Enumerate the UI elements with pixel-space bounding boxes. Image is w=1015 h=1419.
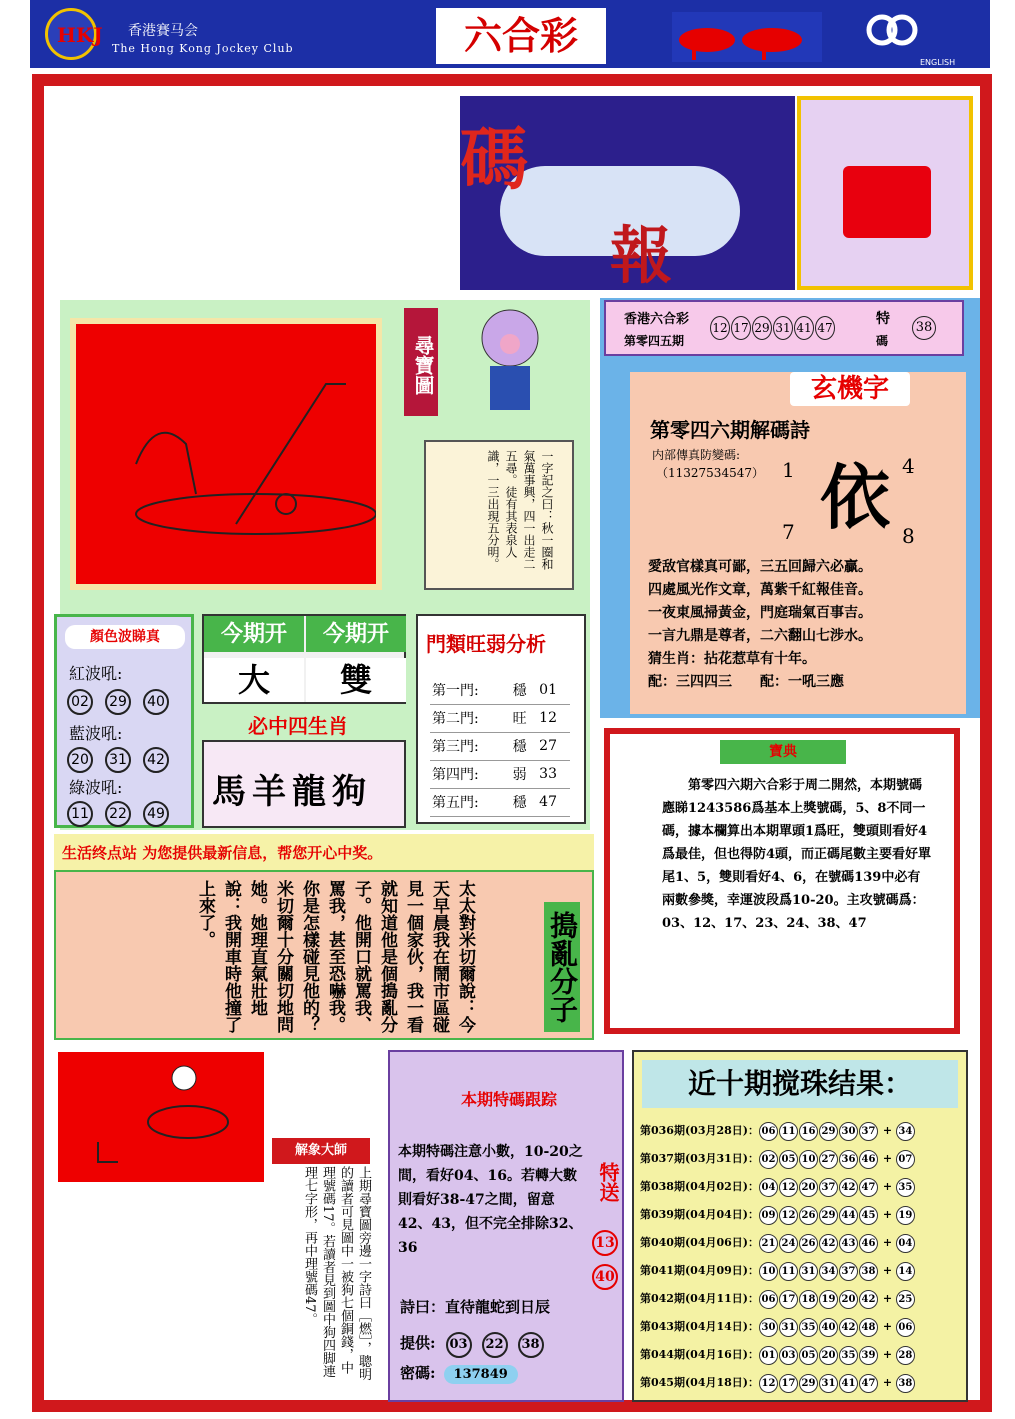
result-ball: 40 [819, 1318, 838, 1337]
result-ball: 20 [799, 1178, 818, 1197]
result-ball: 31 [819, 1374, 838, 1393]
joke-text: 太太對米切爾說：今天早晨我在鬧市區碰見一個家伙，我一看就知道他是個搗亂分子。他開口就罵我、罵我，甚至恐嚇我。你是怎樣碰見他的？米切爾十分關切地問她。她理直氣壯地說：我開車時他撞了上來了。 [195, 880, 475, 1033]
table-row: 第五門: 穩 47 [430, 788, 570, 816]
page-title: 六合彩 [436, 8, 606, 64]
result-row: 第041期(04月09日)： 10 11 31 34 37 38 + 14 [640, 1262, 916, 1281]
result-ball: 45 [859, 1206, 878, 1225]
jiexiang-title: 解象大師 [272, 1138, 370, 1164]
green-wave-label: 綠波吼: [69, 778, 123, 797]
result-special-ball: 34 [896, 1122, 915, 1141]
result-date: (04月16日)： [684, 1348, 759, 1361]
result-ball: 20 [819, 1346, 838, 1365]
draw-ball: 17 [731, 316, 751, 340]
result-issue: 第038期 [640, 1180, 685, 1193]
te-song-ball: 40 [592, 1264, 618, 1290]
result-row: 第043期(04月14日)： 30 31 35 40 42 48 + 06 [640, 1318, 916, 1337]
door-analysis-title: 門類旺弱分析 [426, 632, 546, 656]
four-zodiac-box [202, 740, 406, 828]
banner-char-ma: 碼 [460, 120, 529, 200]
poem-line: 一夜東風掃黃金，門庭瑞氣百事吉。 [648, 605, 872, 621]
wave-ball: 20 [67, 747, 93, 773]
result-ball: 11 [779, 1262, 798, 1281]
result-issue: 第045期 [640, 1376, 685, 1389]
te-song-ball: 13 [592, 1230, 618, 1256]
door-analysis-box [416, 614, 586, 824]
lantern-image [797, 96, 973, 290]
draw-ball: 29 [752, 316, 772, 340]
four-zodiac-title: 必中四生肖 [248, 714, 348, 738]
four-zodiac-value: 馬羊龍狗 [212, 772, 372, 812]
result-ball: 44 [839, 1206, 858, 1225]
club-name-en: The Hong Kong Jockey Club [112, 42, 294, 55]
ticker-text: 生活终点站 为您提供最新信息，帮您开心中奖。 [62, 844, 383, 862]
baodian-box [604, 728, 960, 1034]
blank-area [46, 96, 458, 292]
result-special-ball: 06 [896, 1318, 915, 1337]
baodian-title: 寶典 [720, 740, 846, 764]
tigong-ball: 22 [482, 1332, 508, 1358]
result-date: (04月14日)： [684, 1320, 759, 1333]
result-ball: 37 [859, 1122, 878, 1141]
draw-ball: 12 [710, 316, 730, 340]
fax-number: （11327534547） [656, 466, 764, 480]
result-ball: 18 [799, 1290, 818, 1309]
pig-mascot-icon [460, 306, 560, 422]
result-ball: 06 [759, 1290, 778, 1309]
result-special-ball: 38 [896, 1374, 915, 1393]
poem-title: 第零四六期解碼詩 [650, 418, 810, 442]
result-ball: 35 [839, 1346, 858, 1365]
result-special-ball: 04 [896, 1234, 915, 1253]
result-ball: 27 [819, 1150, 838, 1169]
wave-ball: 11 [67, 801, 93, 827]
result-ball: 42 [839, 1178, 858, 1197]
special-te: 特 [876, 311, 890, 327]
result-ball: 05 [779, 1150, 798, 1169]
draw-ball: 47 [815, 316, 835, 340]
result-ball: 09 [759, 1206, 778, 1225]
result-date: (04月11日)： [684, 1292, 759, 1305]
result-ball: 48 [859, 1318, 878, 1337]
draw-ball: 31 [773, 316, 793, 340]
result-ball: 02 [759, 1150, 778, 1169]
result-issue: 第037期 [640, 1152, 685, 1165]
result-ball: 29 [819, 1206, 838, 1225]
result-ball: 42 [819, 1234, 838, 1253]
xuanji-box [630, 372, 966, 714]
result-issue: 第041期 [640, 1264, 685, 1277]
lantern-body [843, 166, 931, 238]
big-char: 依 [820, 456, 890, 539]
result-ball: 17 [779, 1374, 798, 1393]
horses-image [672, 12, 822, 62]
poem-line: 愛敌官樣真可鄙，三五回歸六必贏。 [648, 559, 872, 575]
blue-wave-balls [67, 747, 181, 773]
table-row: 第一門: 穩 01 [430, 676, 570, 704]
wave-ball: 40 [143, 689, 169, 715]
draw-ball: 41 [794, 316, 814, 340]
result-ball: 12 [759, 1374, 778, 1393]
poem-line: 四處風光作文章，萬紫千紅報佳音。 [648, 582, 872, 598]
result-ball: 16 [799, 1122, 818, 1141]
result-ball: 46 [859, 1150, 878, 1169]
result-issue: 第040期 [640, 1236, 685, 1249]
result-ball: 37 [839, 1262, 858, 1281]
treasure-map-image [70, 318, 382, 590]
result-ball: 34 [819, 1262, 838, 1281]
table-row: 第二門: 旺 12 [430, 704, 570, 732]
scroll-text: 一字記之曰：秋一圈和氣萬事興，四一出走二五尋。徒有其表泉人識，一三出現五分明。 [486, 450, 554, 570]
table-row: 第三門: 穩 27 [430, 732, 570, 760]
result-ball: 10 [799, 1150, 818, 1169]
blue-wave-label: 藍波吼: [69, 724, 123, 743]
joke-box [54, 870, 594, 1040]
result-row: 第038期(04月02日)： 04 12 20 37 42 47 + 35 [640, 1178, 916, 1197]
wave-ball: 31 [105, 747, 131, 773]
result-date: (04月04日)： [684, 1208, 759, 1221]
result-row: 第036期(03月28日)： 06 11 16 29 30 37 + 34 [640, 1122, 916, 1141]
english-link[interactable]: ENGLISH [920, 58, 956, 67]
this-issue-value-2: 雙 [306, 658, 406, 702]
this-issue-value-1: 大 [204, 658, 304, 702]
wave-ball: 22 [105, 801, 131, 827]
tigong-row [400, 1332, 544, 1358]
poem-line: 一言九鼎是尊者，二六翻山七涉水。 [648, 628, 872, 644]
fax-label: 内部傳真防變碼: [652, 448, 741, 462]
result-ball: 42 [859, 1290, 878, 1309]
club-name-cn: 香港賽马会 [128, 23, 198, 39]
result-ball: 26 [799, 1234, 818, 1253]
mima-row [400, 1362, 518, 1384]
result-ball: 24 [779, 1234, 798, 1253]
result-ball: 38 [859, 1262, 878, 1281]
this-issue-header-2: 今期开 [306, 616, 406, 652]
result-ball: 46 [859, 1234, 878, 1253]
mima-code: 137849 [444, 1365, 518, 1384]
result-row: 第040期(04月06日)： 21 24 26 42 43 46 + 04 [640, 1234, 916, 1253]
result-date: (04月06日)： [684, 1236, 759, 1249]
xunbaotu-label: 尋寶圖 [404, 308, 438, 416]
result-ball: 11 [779, 1122, 798, 1141]
mima-label: 密碼: [400, 1364, 436, 1382]
this-issue-header-1: 今期开 [204, 616, 304, 652]
poem-scroll [424, 440, 574, 590]
result-row: 第037期(03月31日)： 02 05 10 27 36 46 + 07 [640, 1150, 916, 1169]
result-ball: 47 [859, 1178, 878, 1197]
result-ball: 43 [839, 1234, 858, 1253]
result-ball: 12 [779, 1178, 798, 1197]
result-ball: 41 [839, 1374, 858, 1393]
result-ball: 19 [819, 1290, 838, 1309]
corner-number: 4 [902, 454, 915, 478]
wave-ball: 42 [143, 747, 169, 773]
rings-icon [866, 14, 918, 46]
te-song-label: 特送 [596, 1162, 620, 1202]
last-draw-label: 香港六合彩 [624, 312, 690, 327]
result-ball: 17 [779, 1290, 798, 1309]
table-row: 第四門: 弱 33 [430, 760, 570, 788]
special-ball: 38 [912, 316, 936, 340]
result-ball: 05 [799, 1346, 818, 1365]
result-special-ball: 25 [896, 1290, 915, 1309]
result-ball: 31 [799, 1262, 818, 1281]
tigong-label: 提供: [400, 1334, 436, 1352]
result-ball: 29 [799, 1374, 818, 1393]
result-ball: 35 [799, 1318, 818, 1337]
result-ball: 03 [779, 1346, 798, 1365]
result-ball: 30 [839, 1122, 858, 1141]
special-track-box [388, 1050, 624, 1402]
result-ball: 37 [819, 1178, 838, 1197]
result-row: 第039期(04月04日)： 09 12 26 29 44 45 + 19 [640, 1206, 916, 1225]
result-row: 第044期(04月16日)： 01 03 05 20 35 39 + 28 [640, 1346, 916, 1365]
dog-image [58, 1052, 264, 1182]
result-row: 第042期(04月11日)： 06 17 18 19 20 42 + 25 [640, 1290, 916, 1309]
result-ball: 20 [839, 1290, 858, 1309]
result-ball: 47 [859, 1374, 878, 1393]
result-special-ball: 14 [896, 1262, 915, 1281]
result-issue: 第043期 [640, 1320, 685, 1333]
color-wave-box [54, 614, 194, 828]
result-issue: 第044期 [640, 1348, 685, 1361]
result-ball: 26 [799, 1206, 818, 1225]
tigong-ball: 38 [518, 1332, 544, 1358]
four-zodiac-header [202, 706, 406, 740]
result-ball: 42 [839, 1318, 858, 1337]
poem-line: 配：三四四三 配：一吼三應 [648, 674, 844, 690]
corner-number: 1 [782, 458, 795, 482]
result-ball: 31 [779, 1318, 798, 1337]
result-ball: 36 [839, 1150, 858, 1169]
result-ball: 29 [819, 1122, 838, 1141]
result-ball: 30 [759, 1318, 778, 1337]
result-ball: 10 [759, 1262, 778, 1281]
result-date: (04月09日)： [684, 1264, 759, 1277]
info-ticker [54, 834, 594, 870]
corner-number: 8 [902, 524, 915, 548]
red-wave-label: 紅波吼: [69, 664, 123, 683]
banner-char-bao: 報 [610, 219, 673, 292]
joke-title: 搗亂分子 [544, 902, 580, 1032]
result-date: (03月31日)： [684, 1152, 759, 1165]
result-issue: 第039期 [640, 1208, 685, 1221]
tigong-ball: 03 [446, 1332, 472, 1358]
result-date: (04月02日)： [684, 1180, 759, 1193]
last-draw-issue: 第零四五期 [624, 334, 685, 348]
result-ball: 12 [779, 1206, 798, 1225]
result-ball: 04 [759, 1178, 778, 1197]
recent-results-title: 近十期搅珠结果： [642, 1060, 958, 1108]
result-special-ball: 35 [896, 1178, 915, 1197]
result-special-ball: 19 [896, 1206, 915, 1225]
wave-title: 顏色波睇真 [65, 625, 185, 649]
result-row: 第045期(04月18日)： 12 17 29 31 41 47 + 38 [640, 1374, 916, 1393]
baodian-body: 第零四六期六合彩于周二開然，本期號碼應睇1243586爲基本上獎號碼，5、8不同一碼，據本欄算出本期單頭1爲旺，雙頭則看好4爲最佳，但也得防4頭，而正碼尾數主要看好單尾1、5，雙則看好4、6，在號碼139中必有兩數參獎，幸運波段爲10-20。主攻號碼爲：03、12、17、23、24、38、47 [662, 778, 932, 931]
recent-results-box [632, 1050, 968, 1402]
corner-number: 7 [782, 520, 795, 544]
poem-line: 猜生肖：拈花惹草有十年。 [648, 651, 816, 667]
result-date: (03月28日)： [684, 1124, 759, 1137]
result-ball: 01 [759, 1346, 778, 1365]
wave-ball: 02 [67, 689, 93, 715]
special-ma: 碼 [876, 334, 889, 348]
last-draw-balls [710, 316, 836, 340]
result-issue: 第036期 [640, 1124, 685, 1137]
result-issue: 第042期 [640, 1292, 685, 1305]
last-draw-box [604, 300, 964, 356]
banner-image [460, 96, 795, 290]
special-track-title: 本期特碼跟踪 [460, 1090, 557, 1109]
result-ball: 21 [759, 1234, 778, 1253]
red-wave-balls [67, 689, 181, 715]
wave-ball: 49 [143, 801, 169, 827]
special-track-body: 本期特碼注意小數，10-20之間，看好04、16。若轉大數則看好38-47之間，留意42、43，但不完全排除32、36 [398, 1144, 583, 1256]
jiexiang-text: 上期尋寶圖旁邊一字詩曰［燃］，聰明的讀者可見圖中一被狗七個銅錢，中理號碼17。若讀者見到圖中狗四脚連理七字形，再中理號碼47。 [302, 1166, 371, 1381]
this-issue-box [202, 614, 406, 704]
door-table [430, 676, 570, 817]
xuanji-title: 玄機字 [790, 372, 910, 406]
result-special-ball: 07 [896, 1150, 915, 1169]
result-date: (04月18日)： [684, 1376, 759, 1389]
result-special-ball: 28 [896, 1346, 915, 1365]
result-ball: 39 [859, 1346, 878, 1365]
green-wave-balls [67, 801, 181, 827]
poem-lines [648, 556, 872, 694]
poem-line-bottom: 詩曰：直待龍蛇到日辰 [400, 1298, 551, 1316]
result-ball: 06 [759, 1122, 778, 1141]
jockey-club-logo-icon[interactable]: HKJ [45, 8, 97, 60]
wave-ball: 29 [105, 689, 131, 715]
